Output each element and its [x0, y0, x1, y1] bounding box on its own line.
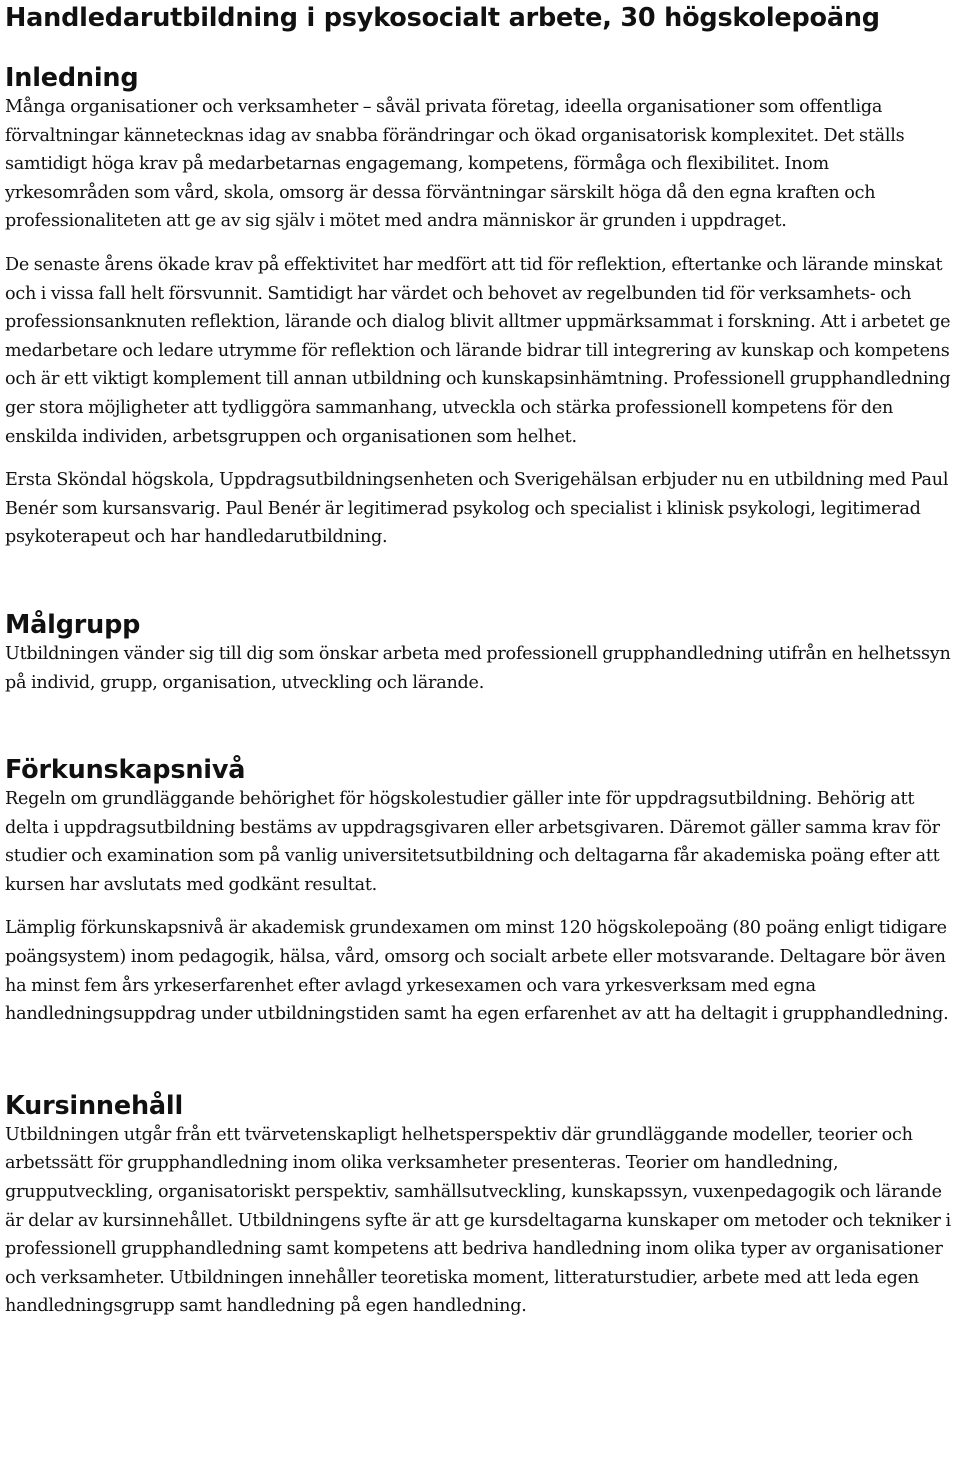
document-title: Handledarutbildning i psykosocialt arbete, 30 högskolepoäng [5, 3, 880, 33]
section-malgrupp [5, 610, 957, 697]
paragraph: Lämplig förkunskapsnivå är akademisk grundexamen om minst 120 högskolepoäng (80 poäng enligt tidigare poängsystem) inom pedagogik, hälsa, vård, omsorg och socialt arbete eller motsvarande. Deltagare bör även ha minst fem års yrkeserfarenhet efter avlagd yrkesexamen och vara yrkesverksam med egna handledningsuppdrag under utbildningstiden samt ha egen erfarenhet av att ha deltagit i grupphandledning. [5, 918, 949, 1025]
spacer [5, 451, 957, 466]
document-page [5, 0, 957, 1321]
paragraph: Regeln om grundläggande behörighet för högskolestudier gäller inte för uppdragsutbildning. Behörig att delta i uppdragsutbildning bestäms av uppdragsgivaren eller arbetsgivaren. Däremot gäller samma krav för studier och examination som på vanlig universitetsutbildning och deltagarna får akademiska poäng efter att kursen har avslutats med godkänt resultat. [5, 789, 940, 895]
section-kursinnehall [5, 1091, 957, 1321]
paragraph: Ersta Sköndal högskola, Uppdragsutbildningsenheten och Sverigehälsan erbjuder nu en utbildning med Paul Benér som kursansvarig. Paul Benér är legitimerad psykolog och specialist i klinisk psykologi, legitimerad psykoterapeut och har handledarutbildning. [5, 470, 949, 548]
paragraph: De senaste årens ökade krav på effektivitet har medfört att tid för reflektion, eftertanke och lärande minskat och i vissa fall helt försvunnit. Samtidigt har värdet och behovet av regelbunden tid för verksamhets- och professionsanknuten reflektion, lärande och dialog blivit alltmer uppmärksammat i forskning. Att i arbetet ge medarbetare och ledare utrymme för reflektion och lärande bidrar till integrering av kunskap och kompetens och är ett viktigt komplement till annan utbildning och kunskapsinhämtning. Professionell grupphandledning ger stora möjligheter att tydliggöra sammanhang, utveckla och stärka professionell kompetens för den enskilda individen, arbetsgruppen och organisationen som helhet. [5, 254, 951, 447]
section-heading: Kursinnehåll [5, 1090, 184, 1121]
section-heading: Målgrupp [5, 609, 141, 640]
paragraph: Många organisationer och verksamheter – såväl privata företag, ideella organisationer som offentliga förvaltningar kännetecknas idag av snabba förändringar och ökad organisatorisk komplexitet. Det ställs samtidigt höga krav på medarbetarnas engagemang, kompetens, förmåga och flexibilitet. Inom yrkesområden som vård, skola, omsorg är dessa förväntningar särskilt höga då den egna kraften och professionaliteten att ge av sig själv i mötet med andra människor är grunden i uppdraget. [5, 97, 905, 232]
paragraph: Utbildningen utgår från ett tvärvetenskapligt helhetsperspektiv där grundläggande modeller, teorier och arbetssätt för grupphandledning inom olika verksamheter presenteras. Teorier om handledning, grupputveckling, organisatoriskt perspektiv, samhällsutveckling, kunskapssyn, vuxenpedagogik och lärande är delar av kursinnehållet. Utbildningens syfte är att ge kursdeltagarna kunskaper om metoder och tekniker i professionell grupphandledning samt kompetens att bedriva handledning inom olika typer av organisationer och verksamheter. Utbildningen innehåller teoretiska moment, litteraturstudier, arbete med att leda egen handledningsgrupp samt handledning på egen handledning. [5, 1124, 951, 1317]
section-inledning [5, 63, 957, 552]
spacer [5, 236, 957, 251]
spacer [5, 899, 957, 914]
section-heading: Förkunskapsnivå [5, 755, 246, 786]
spacer [5, 697, 957, 755]
section-forkunskapsniva [5, 755, 957, 1029]
paragraph: Utbildningen vänder sig till dig som önskar arbeta med professionell grupphandledning utifrån en helhetssyn på individ, grupp, organisation, utveckling och lärande. [5, 643, 951, 693]
spacer [5, 33, 957, 63]
spacer [5, 1029, 957, 1091]
spacer [5, 552, 957, 610]
section-heading: Inledning [5, 63, 139, 93]
